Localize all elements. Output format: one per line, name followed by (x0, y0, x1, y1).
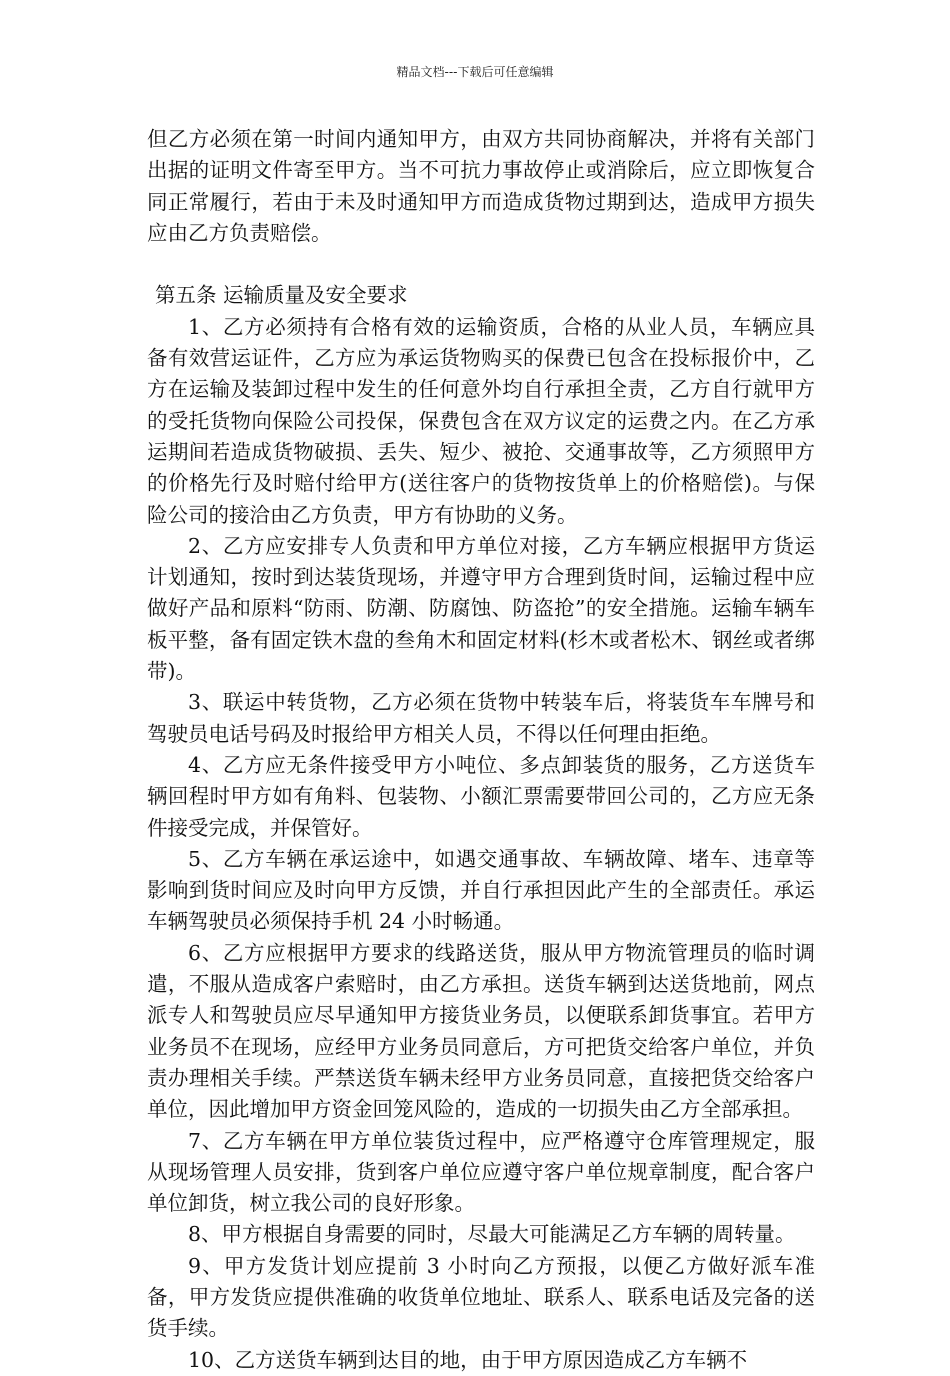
clause-item-8: 8、甲方根据自身需要的同时，尽最大可能满足乙方车辆的周转量。 (188, 1222, 796, 1247)
clause-item-3: 3、联运中转货物，乙方必须在货物中转装车后，将装货车车牌号和驾驶员电话号码及时报给甲方相关人员，不得以任何理由拒绝。 (147, 690, 815, 746)
blank-line (147, 249, 815, 280)
clause-item-9: 9、甲方发货计划应提前 3 小时向乙方预报，以便乙方做好派车准备，甲方发货应提供准确的收货单位地址、联系人、联系电话及完备的送货手续。 (147, 1253, 815, 1341)
clause-item-7: 7、乙方车辆在甲方单位装货过程中，应严格遵守仓库管理规定，服从现场管理人员安排，货到客户单位应遵守客户单位规章制度，配合客户单位卸货，树立我公司的良好形象。 (147, 1128, 815, 1216)
clause-item-4: 4、乙方应无条件接受甲方小吨位、多点卸装货的服务，乙方送货车辆回程时甲方如有角料、包装物、小额汇票需要带回公司的，乙方应无条件接受完成，并保管好。 (147, 752, 815, 840)
clause-item-1: 1、乙方必须持有合格有效的运输资质，合格的从业人员，车辆应具备有效营运证件，乙方应为承运货物购买的保费已包含在投标报价中，乙方在运输及装卸过程中发生的任何意外均自行承担全责，乙方自行就甲方的受托货物向保险公司投保，保费包含在双方议定的运费之内。在乙方承运期间若造成货物破损、丢失、短少、被抢、交通事故等，乙方须照甲方的价格先行及时赔付给甲方(送往客户的货物按货单上的价格赔偿)。与保险公司的接洽由乙方负责，甲方有协助的义务。 (147, 314, 815, 527)
section-title: 第五条 运输质量及安全要求 (155, 283, 408, 308)
intro-paragraph: 但乙方必须在第一时间内通知甲方，由双方共同协商解决，并将有关部门出据的证明文件寄至甲方。当不可抗力事故停止或消除后，应立即恢复合同正常履行，若由于未及时通知甲方而造成货物过期到达，造成甲方损失应由乙方负责赔偿。 (147, 127, 815, 245)
clause-item-10: 10、乙方送货车辆到达目的地，由于甲方原因造成乙方车辆不 (188, 1347, 748, 1372)
clause-item-5: 5、乙方车辆在承运途中，如遇交通事故、车辆故障、堵车、违章等影响到货时间应及时向甲方反馈，并自行承担因此产生的全部责任。承运车辆驾驶员必须保持手机 24 小时畅通。 (147, 846, 815, 934)
page-header: 精品文档---下载后可任意编辑 (396, 65, 554, 79)
clause-item-2: 2、乙方应安排专人负责和甲方单位对接，乙方车辆应根据甲方货运计划通知，按时到达装货现场，并遵守甲方合理到货时间，运输过程中应做好产品和原料“防雨、防潮、防腐蚀、防盗抢”的安全措施。运输车辆车板平整，备有固定铁木盘的叁角木和固定材料(杉木或者松木、钢丝或者绑带)。 (147, 533, 815, 684)
document-body (147, 124, 815, 1376)
clause-item-6: 6、乙方应根据甲方要求的线路送货，服从甲方物流管理员的临时调遣，不服从造成客户索赔时，由乙方承担。送货车辆到达送货地前，网点派专人和驾驶员应尽早通知甲方接货业务员，以便联系卸货事宜。若甲方业务员不在现场，应经甲方业务员同意后，方可把货交给客户单位，并负责办理相关手续。严禁送货车辆未经甲方业务员同意，直接把货交给客户单位，因此增加甲方资金回笼风险的，造成的一切损失由乙方全部承担。 (147, 940, 815, 1122)
